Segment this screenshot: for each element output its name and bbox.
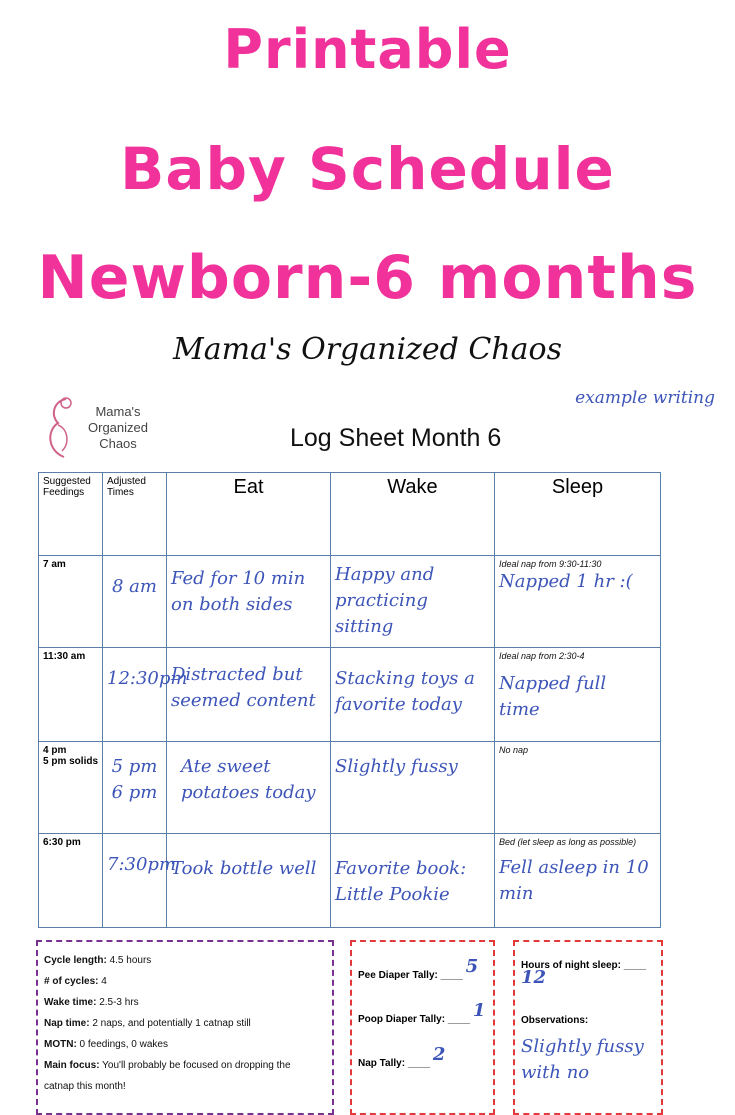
suggested-cell — [39, 742, 103, 834]
sleep-guideline: Bed (let sleep as long as possible) — [499, 837, 637, 847]
info-line: # of cycles: 4 — [44, 976, 107, 987]
suggested-time: 6:30 pm — [43, 837, 81, 848]
adjusted-cell — [103, 648, 188, 742]
eat-note: Took bottle well — [171, 858, 317, 879]
eat-note: potatoes today — [181, 782, 316, 803]
observations-label: Observations: — [521, 1015, 589, 1026]
wake-cell — [331, 742, 495, 834]
sleep-cell — [495, 648, 661, 742]
logo-line: Mama's — [95, 404, 141, 419]
eat-note: on both sides — [171, 594, 293, 615]
table-row — [39, 742, 661, 834]
logo-text — [88, 404, 148, 452]
night-sleep-hours: Hours of night sleep: ____ 12 — [521, 960, 647, 988]
info-line: Wake time: 2.5-3 hrs — [44, 997, 139, 1008]
eat-cell — [167, 742, 331, 834]
eat-note: Distracted but — [171, 664, 303, 685]
adjusted-time: 8 am — [112, 576, 157, 597]
wake-note: Happy and — [335, 564, 435, 585]
sleep-note: Fell asleep in 10 — [499, 857, 649, 878]
corner-handwriting: example writing — [575, 388, 715, 408]
adjusted-time: 6 pm — [111, 782, 158, 803]
wake-note: practicing sitting — [335, 590, 428, 637]
adjusted-cell — [103, 742, 167, 834]
suggested-time: 5 pm solids — [43, 756, 99, 767]
sleep-cell — [495, 742, 661, 834]
info-line: catnap this month! — [44, 1081, 126, 1092]
adjusted-time: 7:30pm — [107, 854, 177, 875]
adjusted-cell — [103, 556, 167, 648]
adjusted-cell — [103, 834, 177, 928]
log-table — [38, 472, 661, 928]
suggested-time: 7 am — [43, 559, 66, 570]
title-line-1: Printable — [223, 18, 512, 81]
sleep-guideline: No nap — [499, 745, 529, 755]
nap-tally: Nap Tally: ____ 2 — [358, 1044, 446, 1069]
suggested-cell — [39, 834, 103, 928]
poop-tally: Poop Diaper Tally: ____ 1 — [358, 1000, 486, 1025]
title-line-2: Baby Schedule — [120, 135, 615, 203]
observation-note: Slightly fussy — [521, 1036, 644, 1057]
eat-note: seemed content — [171, 690, 316, 711]
wake-cell — [331, 556, 495, 648]
wake-note: Stacking toys a — [335, 668, 475, 689]
header-adjusted: Adjusted Times — [103, 473, 167, 556]
suggested-cell — [39, 648, 103, 742]
adjusted-time: 12:30pm — [107, 668, 188, 689]
header-eat: Eat — [167, 473, 331, 556]
brand-signature: Mama's Organized Chaos — [173, 332, 562, 367]
suggested-time: 4 pm — [43, 745, 67, 756]
header-suggested: Suggested Feedings — [39, 473, 103, 556]
night-sleep-box — [513, 940, 663, 1115]
info-line: MOTN: 0 feedings, 0 wakes — [44, 1039, 168, 1050]
eat-cell — [167, 556, 331, 648]
diaper-tally-box — [350, 940, 495, 1115]
sleep-guideline: Ideal nap from 9:30-11:30 — [499, 559, 602, 569]
sleep-note: time — [499, 699, 540, 720]
suggested-cell — [39, 556, 103, 648]
header-wake: Wake — [331, 473, 495, 556]
sleep-note: min — [499, 883, 534, 904]
observation-note: with no — [521, 1062, 590, 1083]
wake-cell — [331, 648, 495, 742]
logo-line: Chaos — [99, 436, 137, 451]
sleep-cell — [495, 834, 661, 928]
cycle-info-box — [36, 940, 334, 1115]
table-row — [39, 556, 661, 648]
sleep-cell — [495, 556, 661, 648]
pee-tally: Pee Diaper Tally: ____ 5 — [358, 956, 479, 981]
info-line: Cycle length: 4.5 hours — [44, 955, 152, 966]
wake-note: Little Pookie — [335, 884, 450, 905]
sleep-note: Napped full — [499, 673, 607, 694]
wake-cell — [331, 834, 495, 928]
sleep-guideline: Ideal nap from 2:30-4 — [499, 651, 585, 661]
wake-note: Favorite book: — [335, 858, 467, 879]
sleep-note: Napped 1 hr :( — [499, 571, 633, 592]
eat-note: Ate sweet — [181, 756, 271, 777]
table-header-row — [39, 473, 661, 556]
info-line: Main focus: You'll probably be focused on dropping the — [44, 1060, 291, 1071]
suggested-time: 11:30 am — [43, 651, 86, 662]
wake-note: Slightly fussy — [335, 756, 458, 777]
eat-note: Fed for 10 min — [171, 568, 306, 589]
eat-cell — [167, 648, 331, 742]
header-sleep: Sleep — [495, 473, 661, 556]
title-line-3: Newborn-6 months — [37, 243, 698, 313]
eat-cell — [167, 834, 331, 928]
table-row — [39, 648, 661, 742]
adjusted-time: 5 pm — [111, 756, 158, 777]
table-row — [39, 834, 661, 928]
wake-note: favorite today — [335, 694, 462, 715]
logo-line: Organized — [88, 420, 148, 435]
log-sheet-title: Log Sheet Month 6 — [290, 424, 502, 452]
info-line: Nap time: 2 naps, and potentially 1 catnap still — [44, 1018, 251, 1029]
